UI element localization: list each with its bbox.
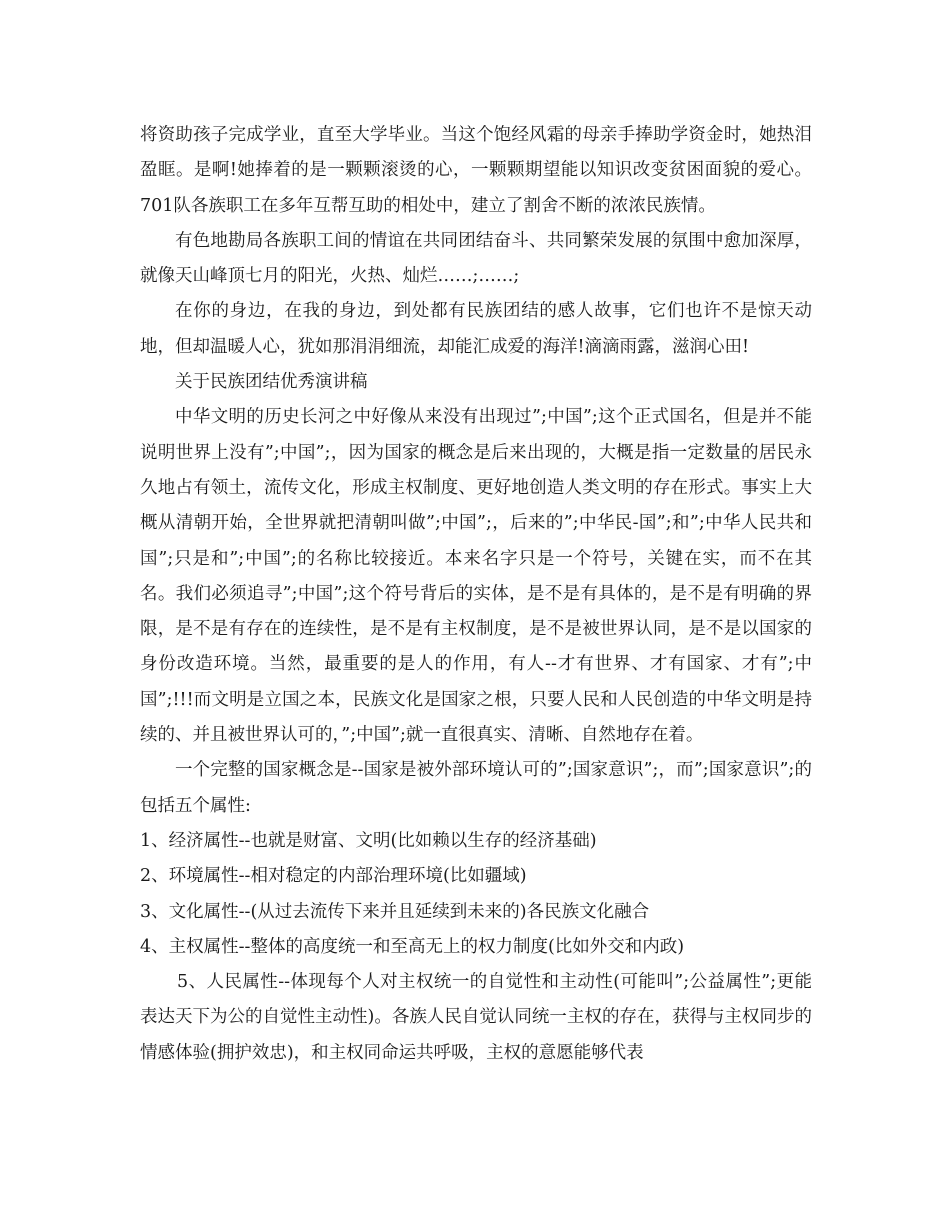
list-item: 5、人民属性--体现每个人对主权统一的自觉性和主动性(可能叫”;公益属性”;更能表达天下为公的自觉性主动性)。各族人民自觉认同统一主权的存在，获得与主权同步的情感体验(拥护效忠)，和主权同命运共呼吸，主权的意愿能够代表 [140,972,812,1063]
section-heading: 关于民族团结优秀演讲稿 [175,372,368,393]
paragraph-4: 中华文明的历史长河之中好像从来没有出现过”;中国”;这个正式国名，但是并不能说明世界上没有”;中国”;，因为国家的概念是后来出现的，大概是指一定数量的居民永久地占有领土，流传文化，形成主权制度、更好地创造人类文明的存在形式。事实上大概从清朝开始，全世界就把清朝叫做”;中国”;，后来的”;中华民-国”;和”;中华人民共和国”;只是和”;中国”;的名称比较接近。本来名字只是一个符号，关键在实，而不在其名。我们必须追寻”;中国”;这个符号背后的实体，是不是有具体的，是不是有明确的界限，是不是有存在的连续性，是不是有主权制度，是不是被世界认同，是不是以国家的身份改造环境。当然，最重要的是人的作用，有人--才有世界、才有国家、才有”;中国”;!!!而文明是立国之本，民族文化是国家之根，只要人民和人民创造的中华文明是持续的、并且被世界认可的，”;中国”;就一直很真实、清晰、自然地存在着。 [140,407,812,746]
list-item: 3、文化属性--(从过去流传下来并且延续到未来的)各民族文化融合 [140,901,650,922]
paragraph-2: 有色地勘局各族职工间的情谊在共同团结奋斗、共同繁荣发展的氛围中愈加深厚，就像天山峰顶七月的阳光，火热、灿烂……;……; [140,230,812,287]
list-item: 2、环境属性--相对稳定的内部治理环境(比如疆域) [140,866,527,887]
paragraph-3: 在你的身边，在我的身边，到处都有民族团结的感人故事，它们也许不是惊天动地，但却温暖人心，犹如那涓涓细流，却能汇成爱的海洋!滴滴雨露，滋润心田! [140,301,812,357]
paragraph-1: 将资助孩子完成学业，直至大学毕业。当这个饱经风霜的母亲手捧助学资金时，她热泪盈眶。是啊!她捧着的是一颗颗滚烫的心，一颗颗期望能以知识改变贫困面貌的爱心。701队各族职工在多年互帮互助的相处中，建立了割舍不断的浓浓民族情。 [140,125,812,216]
list-item: 4、主权属性--整体的高度统一和至高无上的权力制度(比如外交和内政) [140,936,685,957]
paragraph-5: 一个完整的国家概念是--国家是被外部环境认可的”;国家意识”;，而”;国家意识”;的包括五个属性: [140,760,812,816]
list-item: 1、经济属性--也就是财富、文明(比如赖以生存的经济基础) [140,830,597,851]
document-page [140,118,812,1071]
